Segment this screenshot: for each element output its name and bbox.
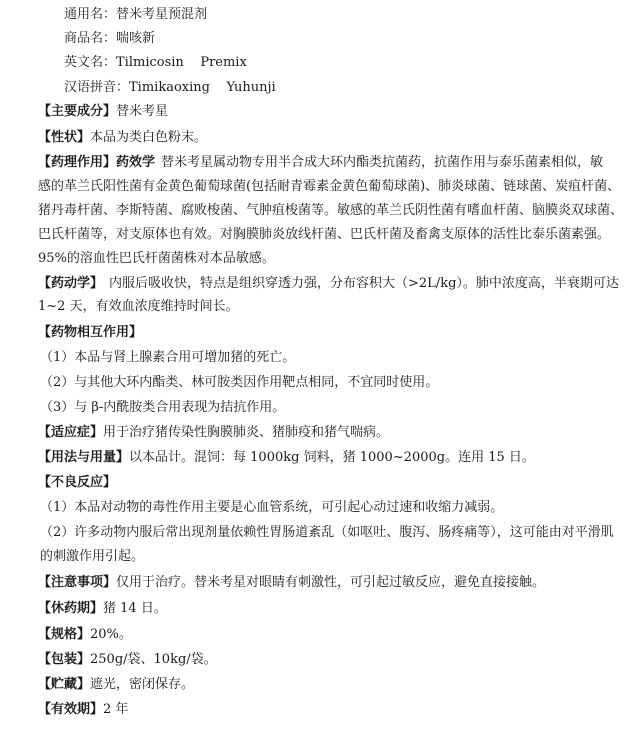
package-section bbox=[38, 651, 217, 669]
pk-title: 【药动学】 bbox=[38, 276, 104, 291]
withdrawal-text: 猪 14 日。 bbox=[103, 601, 167, 616]
storage-title: 【贮藏】 bbox=[38, 677, 91, 692]
english-name-label: 英文名： bbox=[64, 55, 117, 70]
dosage-section bbox=[38, 449, 535, 467]
interaction-item-1: （1）本品与肾上腺素合用可增加猪的死亡。 bbox=[40, 350, 296, 365]
pharmacology-title: 【药理作用】药效学 bbox=[38, 155, 156, 170]
package-title: 【包装】 bbox=[38, 652, 91, 667]
pinyin-row bbox=[64, 79, 276, 97]
spec-section bbox=[38, 626, 132, 644]
generic-name-row bbox=[64, 6, 207, 24]
pk-text-1: 内服后吸收快，特点是组织穿透力强，分布容积大（>2L/kg）。肺中浓度高，半衰期可达 bbox=[109, 276, 619, 291]
trade-name-value: 喘咳新 bbox=[116, 31, 156, 46]
pk-line-2: 1~2 天，有效血浓度维持时间长。 bbox=[38, 299, 239, 314]
package-text: 250g/袋、10kg/袋。 bbox=[90, 652, 217, 667]
trade-name-row bbox=[64, 30, 155, 48]
pharmacology-line-4: 巴氏杆菌等，对支原体也有效。对胸膜肺炎放线杆菌、巴氏杆菌及畜禽支原体的活性比泰乐菌素强。 bbox=[38, 227, 611, 242]
generic-name-label: 通用名： bbox=[64, 7, 117, 22]
english-name-row bbox=[64, 54, 247, 72]
ingredient-title: 【主要成分】 bbox=[38, 104, 117, 119]
adverse-item-2: （2）许多动物内服后常出现剂量依赖性胃肠道紊乱（如呕吐、腹泻、肠疼痛等），这可能由对平滑肌 bbox=[40, 525, 614, 540]
interaction-title: 【药物相互作用】 bbox=[38, 325, 143, 340]
pharmacology-line-1 bbox=[38, 154, 603, 172]
pinyin-value: Timikaoxing Yuhunji bbox=[129, 80, 276, 95]
interaction-item-3: （3）与 β-内酰胺类合用表现为拮抗作用。 bbox=[40, 400, 286, 415]
dosage-title: 【用法与用量】 bbox=[38, 450, 130, 465]
property-section bbox=[38, 129, 207, 147]
pharmacology-text-1: 替米考星属动物专用半合成大环内酯类抗菌药，抗菌作用与泰乐菌素相似，敏 bbox=[161, 155, 604, 170]
pharmacology-line-2: 感的革兰氏阳性菌有金黄色葡萄球菌(包括耐青霉素金黄色葡萄球菌)、肺炎球菌、链球菌、炭疽杆菌、 bbox=[38, 179, 621, 194]
spec-title: 【规格】 bbox=[38, 627, 91, 642]
property-text: 本品为类白色粉末。 bbox=[90, 130, 208, 145]
validity-section bbox=[38, 701, 128, 719]
withdrawal-title: 【休药期】 bbox=[38, 601, 104, 616]
caution-title: 【注意事项】 bbox=[38, 575, 117, 590]
pinyin-label: 汉语拼音： bbox=[64, 80, 130, 95]
pk-line-1 bbox=[38, 275, 619, 293]
spec-text: 20%。 bbox=[90, 627, 132, 642]
caution-section bbox=[38, 574, 545, 592]
property-title: 【性状】 bbox=[38, 130, 91, 145]
adverse-item-2-cont: 的刺激作用引起。 bbox=[40, 549, 145, 564]
ingredient-text: 替米考星 bbox=[116, 104, 169, 119]
indication-text: 用于治疗猪传染性胸膜肺炎、猪肺疫和猪气喘病。 bbox=[103, 425, 390, 440]
pharmacology-line-5: 95%的溶血性巴氏杆菌菌株对本品敏感。 bbox=[38, 251, 275, 266]
english-name-value: Tilmicosin Premix bbox=[116, 55, 247, 70]
storage-section bbox=[38, 676, 194, 694]
generic-name-value: 替米考星预混剂 bbox=[116, 7, 208, 22]
indication-title: 【适应症】 bbox=[38, 425, 104, 440]
indication-section bbox=[38, 424, 389, 442]
adverse-item-1: （1）本品对动物的毒性作用主要是心血管系统，可引起心动过速和收缩力减弱。 bbox=[40, 500, 504, 515]
interaction-item-2: （2）与其他大环内酯类、林可胺类因作用靶点相同，不宜同时使用。 bbox=[40, 375, 439, 390]
dosage-text: 以本品计。混饲：每 1000kg 饲料，猪 1000~2000g。连用 15 日。 bbox=[129, 450, 535, 465]
validity-title: 【有效期】 bbox=[38, 702, 104, 717]
validity-text: 2 年 bbox=[103, 702, 129, 717]
caution-text: 仅用于治疗。替米考星对眼睛有刺激性，可引起过敏反应，避免直接接触。 bbox=[116, 575, 546, 590]
adverse-title: 【不良反应】 bbox=[38, 475, 117, 490]
withdrawal-section bbox=[38, 600, 167, 618]
trade-name-label: 商品名： bbox=[64, 31, 117, 46]
ingredient-section bbox=[38, 103, 168, 121]
pharmacology-line-3: 猪丹毒杆菌、李斯特菌、腐败梭菌、气肿疽梭菌等。敏感的革兰氏阴性菌有嗜血杆菌、脑膜炎双球菌、 bbox=[38, 203, 624, 218]
storage-text: 遮光，密闭保存。 bbox=[90, 677, 195, 692]
